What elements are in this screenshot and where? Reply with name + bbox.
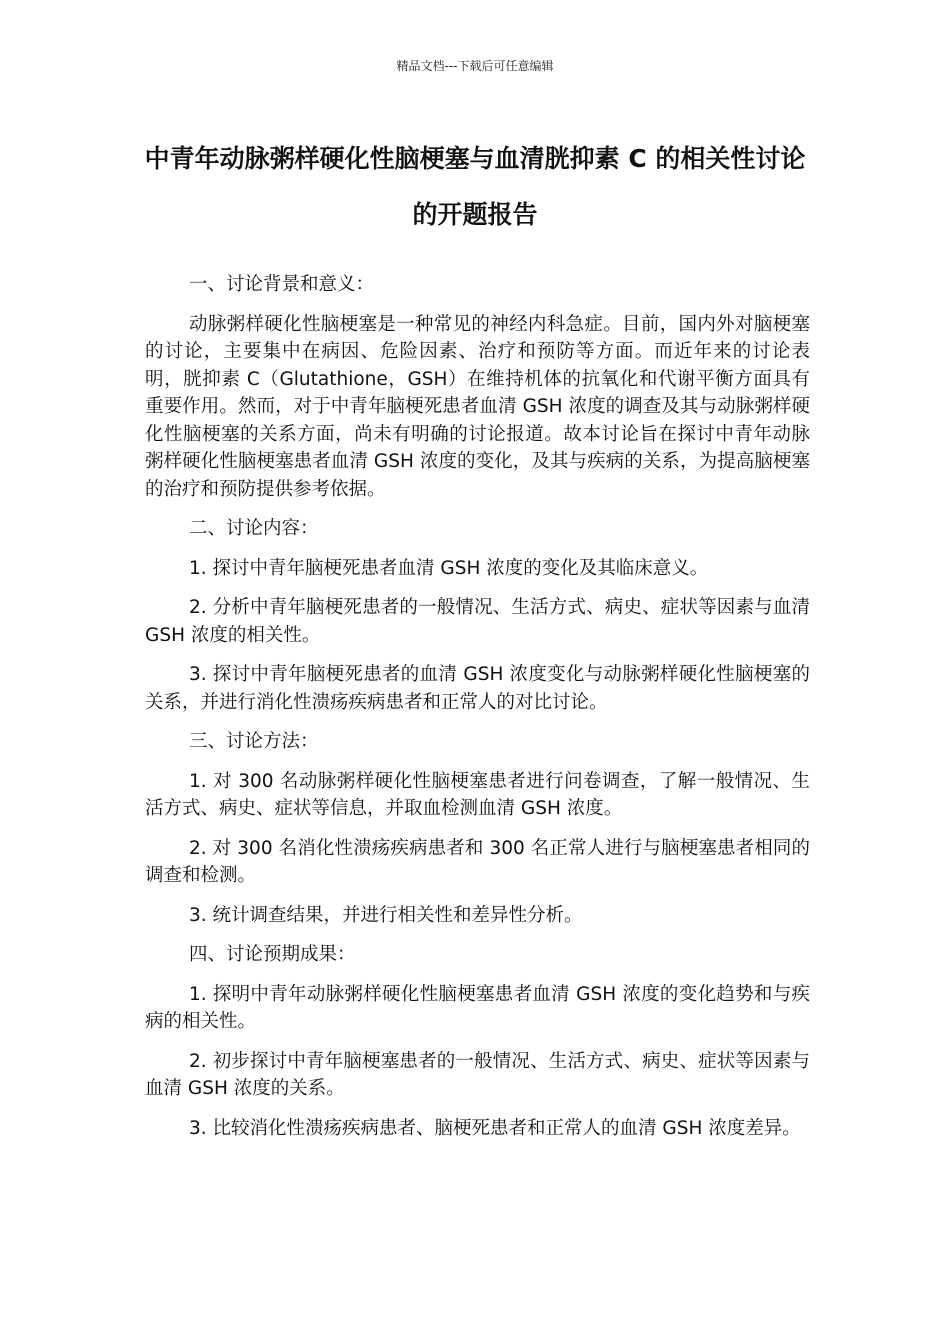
section-heading-methods: 三、讨论方法： (189, 731, 319, 752)
paragraph-background: 动脉粥样硬化性脑梗塞是一种常见的神经内科急症。目前，国内外对脑梗塞的讨论，主要集中在病因、危险因素、治疗和预防等方面。而近年来的讨论表明，胱抑素 C（Glutathione，GSH）在维持机体的抗氧化和代谢平衡方面具有重要作用。然而，对于中青年脑梗死患者血清 GSH 浓度的调查及其与动脉粥样硬化性脑梗塞的关系方面，尚未有明确的讨论报道。故本讨论旨在探讨中青年动脉粥样硬化性脑梗塞患者血清 GSH 浓度的变化，及其与疾病的关系，为提高脑梗塞的治疗和预防提供参考依据。 (145, 313, 810, 500)
section-heading-outcomes: 四、讨论预期成果： (189, 944, 356, 965)
content-item-2: 2. 分析中青年脑梗死患者的一般情况、生活方式、病史、症状等因素与血清 GSH 浓度的相关性。 (145, 597, 810, 646)
method-item-1: 1. 对 300 名动脉粥样硬化性脑梗塞患者进行问卷调查，了解一般情况、生活方式、病史、症状等信息，并取血检测血清 GSH 浓度。 (145, 770, 810, 819)
method-item-2: 2. 对 300 名消化性溃疡疾病患者和 300 名正常人进行与脑梗塞患者相同的调查和检测。 (145, 837, 810, 886)
section-heading-content: 二、讨论内容： (189, 518, 319, 539)
content-item-3: 3. 探讨中青年脑梗死患者的血清 GSH 浓度变化与动脉粥样硬化性脑梗塞的关系，并进行消化性溃疡疾病患者和正常人的对比讨论。 (145, 664, 810, 713)
content-item-1: 1. 探讨中青年脑梗死患者血清 GSH 浓度的变化及其临床意义。 (189, 557, 709, 579)
document-title: 中青年动脉粥样硬化性脑梗塞与血清胱抑素 C 的相关性讨论的开题报告 (144, 144, 806, 229)
outcome-item-1: 1. 探明中青年动脉粥样硬化性脑梗塞患者血清 GSH 浓度的变化趋势和与疾病的相关性。 (145, 983, 810, 1032)
section-heading-background: 一、讨论背景和意义： (189, 274, 375, 295)
outcome-item-2: 2. 初步探讨中青年脑梗塞患者的一般情况、生活方式、病史、症状等因素与血清 GSH 浓度的关系。 (145, 1050, 810, 1099)
page-header: 精品文档---下载后可任意编辑 (396, 59, 554, 73)
outcome-item-3: 3. 比较消化性溃疡疾病患者、脑梗死患者和正常人的血清 GSH 浓度差异。 (189, 1117, 801, 1139)
method-item-3: 3. 统计调查结果，并进行相关性和差异性分析。 (189, 904, 583, 926)
document-body (145, 271, 810, 1154)
